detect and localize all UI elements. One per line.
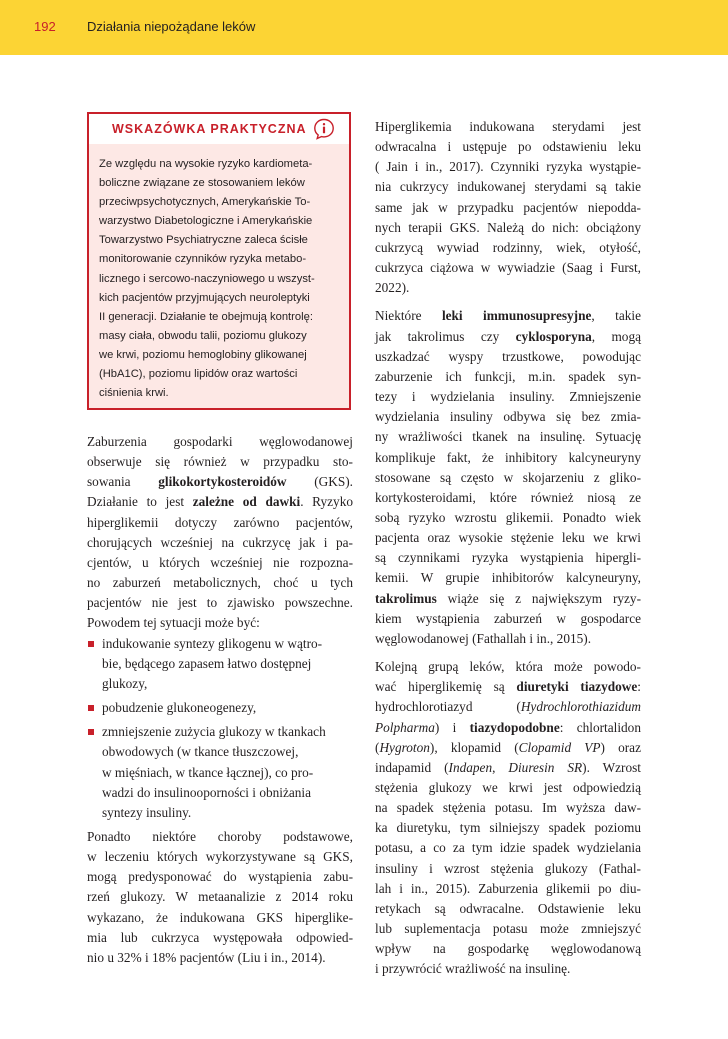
text-line: same jak w przypadku pacjentów niepoddа- [375, 199, 641, 215]
italic-term: Hydrochlorothiazidum [520, 699, 641, 715]
text-line: retykach są odwracalne. Odstawienie leku [375, 900, 641, 916]
text-line: indukowanie syntezy glikogenu w wątro- [102, 635, 323, 651]
paragraph-thiazide-diuretics [375, 657, 641, 980]
bullet-square-icon [88, 729, 94, 735]
tip-body [89, 144, 349, 403]
tip-title: WSKAZÓWKA PRAKTYCZNA [112, 122, 307, 136]
text-line: Ponadto niektóre choroby podstawowe, [87, 828, 353, 844]
text-line: Powodem tej sytuacji może być: [87, 615, 260, 631]
text-line: i przywrócić wrażliwość na insulinę. [375, 961, 571, 977]
paragraph-gks [87, 432, 353, 634]
tip-line: we krwi, poziomu hemoglobiny glikowanej [99, 348, 307, 361]
list-item [87, 634, 353, 694]
page-header [0, 0, 728, 55]
tip-line: monitorowanie czynników ryzyka metabo- [99, 253, 307, 266]
text-line: bie, będącego zapasem łatwo dostępnej [102, 655, 312, 671]
info-bubble-icon [312, 117, 336, 141]
text-line: kemii. W grupie inhibitorów kalcyneuryny, [375, 570, 641, 586]
bold-term: leki immunosupresyjne [441, 308, 592, 324]
text-line: mogą predysponować do wystąpienia zabu- [87, 869, 353, 885]
tip-line: Ze względu na wysokie ryzyko kardiometa- [99, 158, 313, 170]
text-line: takrolimus wiąże się z największym ryzy- [375, 590, 641, 606]
text-line: zaburzenie ich funkcji, m.in. spadek syn- [375, 368, 641, 384]
text-line: hydrochlorotiazyd (Hydrochlorothiazidum [375, 699, 641, 715]
text-line: lub suplementacja potasu może zmniejszyć [375, 921, 641, 937]
text-line: wpływ na gospodarkę węglowodanową [375, 941, 641, 957]
list-item [87, 698, 353, 718]
italic-term: Hygroton [379, 739, 430, 755]
text-line: wykazano, że indukowana GKS hiperglike- [87, 909, 353, 925]
practical-tip-box [87, 112, 351, 410]
tip-line: II generacji. Działanie te obejmują kontrolę: [99, 310, 313, 323]
text-line: lah i in., 2015). Zaburzenia glikemii po diu- [375, 880, 641, 896]
text-line: zmniejszenie zużycia glukozy w tkankach [102, 724, 326, 740]
text-line: 2022). [375, 280, 410, 296]
bold-term: diuretyki tiazydowe [516, 679, 638, 695]
tip-line: warzystwo Diabetologiczne i Amerykańskie [99, 215, 313, 228]
bold-term: glikokortykosteroidów [158, 474, 287, 490]
text-line: stosowane są często w skojarzeniu z gliko- [375, 469, 641, 485]
text-line: cukrzycą wywiad rodzinny, wiek, otyłość, [375, 239, 641, 255]
italic-term: Diuresin SR [508, 759, 583, 775]
list-item [87, 722, 353, 823]
tip-line: kich pacjentów przyjmujących neuroleptyki [99, 291, 310, 304]
text-line: hiperglikemii dotyczy zarówno pacjentów, [87, 514, 353, 530]
bold-term: takrolimus [375, 590, 437, 606]
text-line: odwracalna i ustępuje po odstawieniu leku [375, 139, 641, 155]
text-line: pacjenta oraz wysokie stężenie leku we krwi [375, 530, 641, 546]
text-line: komplikuje fakt, że inhibitory kalcyneuryny [375, 449, 641, 465]
text-line: Działanie to jest zależne od dawki. Ryzyko [87, 494, 354, 510]
running-title: Działania niepożądane leków [87, 19, 256, 34]
tip-line: przeciwpsychotycznych, Amerykańskie To- [99, 196, 311, 209]
italic-term: Clopamid VP [518, 739, 601, 755]
text-line: sobą ryzyko wzrostu glikemii. Ponadto wiek [375, 509, 641, 525]
text-line: węglowodanowej (Fathallah i in., 2015). [375, 630, 592, 646]
text-line: Polpharma) i tiazydopodobne: chlortalidon [375, 719, 641, 735]
text-line: wać hiperglikemię są diuretyki tiazydowe: [375, 679, 641, 695]
text-line: wadzi do insulinooporności i obniżania [102, 784, 312, 800]
tip-header [89, 114, 349, 144]
text-line: pacjentów nie jest to zjawisko powszechne. [87, 595, 353, 611]
tip-line: masy ciała, obwodu talii, poziomu glukozy [99, 329, 307, 342]
bullet-list [87, 634, 353, 823]
text-line: są czynnikami ryzyka wystąpienia hipergli- [375, 550, 641, 566]
text-line: w leczeniu których wykorzystywane są GKS, [87, 849, 353, 865]
text-line: Niektóre leki immunosupresyjne, takie [375, 308, 641, 324]
text-line: pobudzenie glukoneogenezy, [102, 700, 257, 716]
text-line: stężenia glukozy we krwi jest odpowiedzią [375, 780, 641, 795]
text-line: na spadek stężenia potasu. Im wyższa daw- [375, 800, 641, 816]
bullet-square-icon [88, 705, 94, 711]
text-line: ( Jain i in., 2017). Czynniki ryzyka wystąpie- [375, 159, 641, 175]
text-line: indapamid (Indapen, Diuresin SR). Wzrost [375, 759, 641, 775]
text-line: insuliny i wzrost stężenia glukozy (Fathal- [375, 860, 641, 876]
paragraph-steroid-hyperglycemia [375, 117, 641, 298]
text-line: syntezy insuliny. [102, 804, 192, 820]
text-line: obserwuje się również w przypadku sto- [87, 454, 353, 470]
text-line: rzeń glukozy. W metaanalizie z 2014 roku [87, 889, 353, 905]
tip-line: ciśnienia krwi. [99, 387, 169, 400]
text-line: nych terapii GKS. Należą do nich: obciążony [375, 219, 641, 235]
text-line: nio u 32% i 18% pacjentów (Liu i in., 2014). [87, 949, 326, 965]
text-line: kortykosteroidami, które również niosą ze [375, 489, 641, 505]
left-column [87, 432, 353, 968]
bold-term: tiazydopodobne [469, 719, 560, 735]
text-line: ny wrażliwości tkanek na insulinę. Sytuację [375, 429, 641, 445]
text-line: Kolejną grupą leków, która może powodo- [375, 659, 641, 675]
text-line: cukrzyca ciążowa w wywiadzie (Saag i Furst, [375, 260, 641, 276]
text-line: Hiperglikemia indukowana sterydami jest [375, 119, 641, 134]
bullet-square-icon [88, 641, 94, 647]
text-line: Zaburzenia gospodarki węglowodanowej [87, 434, 353, 449]
text-line: cjentów, u których wcześniej nie rozpozna- [87, 554, 353, 570]
text-line: sowania glikokortykosteroidów (GKS). [87, 474, 353, 490]
text-line: potasu, a co za tym idzie spadek wydzielania [375, 840, 641, 856]
tip-line: Towarzystwo Psychiatryczne zaleca ścisłe [99, 234, 308, 247]
text-line: (Hygroton), klopamid (Clopamid VP) oraz [375, 739, 641, 755]
italic-term: Polpharma [375, 719, 435, 735]
paragraph-immunosuppressants [375, 306, 641, 649]
text-line: tezy i wydzielania insuliny. Zmniejszenie [375, 389, 641, 405]
tip-line: boliczne związane ze stosowaniem leków [99, 177, 305, 190]
text-line: nia cukrzycy indukowanej sterydami są takie [375, 179, 641, 195]
text-line: no zaburzeń metabolicznych, choć u tych [87, 575, 353, 591]
text-line: mia lub cukrzyca występowała odpowied- [87, 929, 353, 945]
italic-term: Indapen [448, 759, 493, 775]
text-line: wydzielania insuliny odbywa się bez zmia- [375, 409, 641, 425]
right-column [375, 117, 641, 980]
text-line: obwodowych (w tkance tłuszczowej, [102, 744, 299, 760]
bold-term: cyklosporyna [515, 328, 592, 344]
text-line: uszkadzać wyspy trzustkowe, powodując [375, 348, 641, 364]
tip-line: licznego i sercowo-naczyniowego u wszyst- [99, 272, 315, 285]
text-line: kiem wystąpienia zaburzeń w gospodarce [375, 610, 641, 626]
text-line: chorujących wcześniej na cukrzycę jak i pa- [87, 534, 353, 550]
bold-term: zależne od dawki [192, 494, 301, 510]
page-number: 192 [34, 19, 56, 34]
text-line: glukozy, [102, 675, 148, 691]
text-line: ka diuretyku, tym silniejszy spadek poziomu [375, 820, 641, 836]
text-line: jak takrolimus czy cyklosporyna, mogą [375, 328, 641, 344]
paragraph-underlying-diseases [87, 827, 353, 968]
text-line: w mięśniach, w tkance łącznej), co pro- [102, 764, 314, 780]
tip-line: (HbA1C), poziomu lipidów oraz wartości [99, 368, 298, 381]
